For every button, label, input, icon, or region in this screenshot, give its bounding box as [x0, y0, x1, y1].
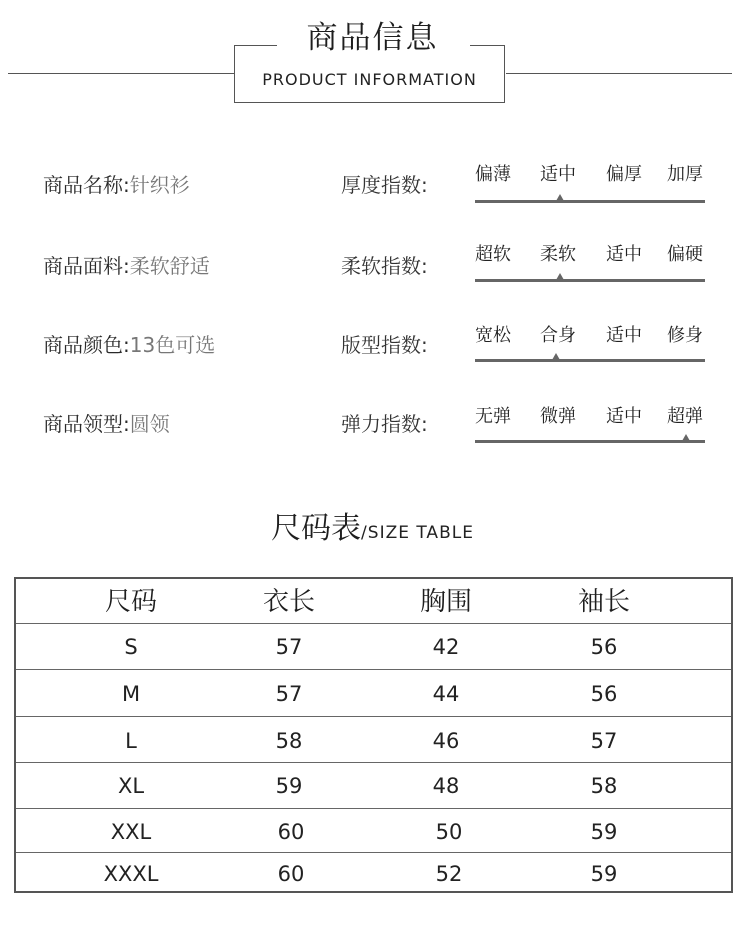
- table-cell: XXXL: [103, 862, 159, 886]
- table-cell: 57: [275, 682, 303, 706]
- page-subtitle: PRODUCT INFORMATION: [262, 70, 477, 89]
- size-table: [14, 577, 733, 893]
- info-item-fabric: [43, 253, 210, 279]
- info-item-color: [43, 332, 215, 358]
- info-value: 柔软舒适: [129, 254, 210, 278]
- info-value: 圆领: [129, 412, 170, 436]
- table-cell: XXL: [110, 820, 152, 844]
- scale-thickness-label: 厚度指数:: [341, 173, 428, 197]
- table-divider: [16, 808, 731, 809]
- scale-option: 微弹: [540, 406, 576, 427]
- table-cell: 58: [590, 774, 618, 798]
- scale-option: 适中: [606, 244, 642, 265]
- info-label: 商品面料:: [43, 254, 130, 278]
- scale-option: 宽松: [475, 325, 511, 346]
- scale-option: 加厚: [667, 164, 703, 185]
- info-value: 13色可选: [129, 333, 216, 357]
- info-item-name: [43, 172, 190, 198]
- table-cell: L: [125, 729, 137, 753]
- table-cell: XL: [117, 774, 145, 798]
- table-cell: S: [124, 635, 138, 659]
- scale-option: 超弹: [667, 406, 703, 427]
- scale-track: [475, 200, 705, 203]
- table-divider: [16, 669, 731, 670]
- scale-option: 超软: [475, 244, 511, 265]
- table-cell: M: [121, 682, 141, 706]
- scale-option: 偏硬: [667, 244, 703, 265]
- table-cell: 60: [277, 862, 305, 886]
- header-rule-right: [506, 73, 732, 74]
- info-item-collar: [43, 411, 170, 437]
- table-cell: 44: [432, 682, 460, 706]
- scale-option: 适中: [606, 325, 642, 346]
- info-label: 商品领型:: [43, 412, 130, 436]
- table-cell: 50: [435, 820, 463, 844]
- table-divider: [16, 852, 731, 853]
- table-header-cell: 尺码: [104, 587, 157, 617]
- size-table-title-cn: 尺码表: [271, 511, 362, 546]
- table-header-cell: 衣长: [262, 587, 315, 617]
- scale-option: 无弹: [475, 406, 511, 427]
- table-divider: [16, 762, 731, 763]
- table-cell: 60: [277, 820, 305, 844]
- table-header-cell: 袖长: [577, 587, 630, 617]
- table-cell: 56: [590, 635, 618, 659]
- header-rule-left: [8, 73, 234, 74]
- table-divider: [16, 716, 731, 717]
- table-cell: 56: [590, 682, 618, 706]
- scale-option: 柔软: [540, 244, 576, 265]
- scale-fit-label: 版型指数:: [341, 333, 428, 357]
- scale-softness-label: 柔软指数:: [341, 254, 428, 278]
- scale-elasticity-label: 弹力指数:: [341, 412, 428, 436]
- table-cell: 52: [435, 862, 463, 886]
- size-table-title-en: /SIZE TABLE: [361, 523, 474, 543]
- scale-track: [475, 440, 705, 443]
- scale-option: 修身: [667, 325, 703, 346]
- scale-option: 适中: [606, 406, 642, 427]
- info-label: 商品名称:: [43, 173, 130, 197]
- scale-track: [475, 279, 705, 282]
- info-label: 商品颜色:: [43, 333, 130, 357]
- scale-option: 偏薄: [475, 164, 511, 185]
- table-divider: [16, 623, 731, 624]
- info-value: 针织衫: [129, 173, 190, 197]
- table-cell: 59: [590, 820, 618, 844]
- table-cell: 57: [590, 729, 618, 753]
- scale-option: 适中: [540, 164, 576, 185]
- table-cell: 59: [275, 774, 303, 798]
- table-cell: 46: [432, 729, 460, 753]
- table-cell: 59: [590, 862, 618, 886]
- scale-track: [475, 359, 705, 362]
- page-title: 商品信息: [306, 20, 439, 56]
- table-cell: 42: [432, 635, 460, 659]
- table-cell: 57: [275, 635, 303, 659]
- size-table-title: [0, 509, 745, 553]
- table-cell: 58: [275, 729, 303, 753]
- scale-option: 偏厚: [606, 164, 642, 185]
- table-cell: 48: [432, 774, 460, 798]
- scale-option: 合身: [540, 325, 576, 346]
- table-header-cell: 胸围: [419, 587, 472, 617]
